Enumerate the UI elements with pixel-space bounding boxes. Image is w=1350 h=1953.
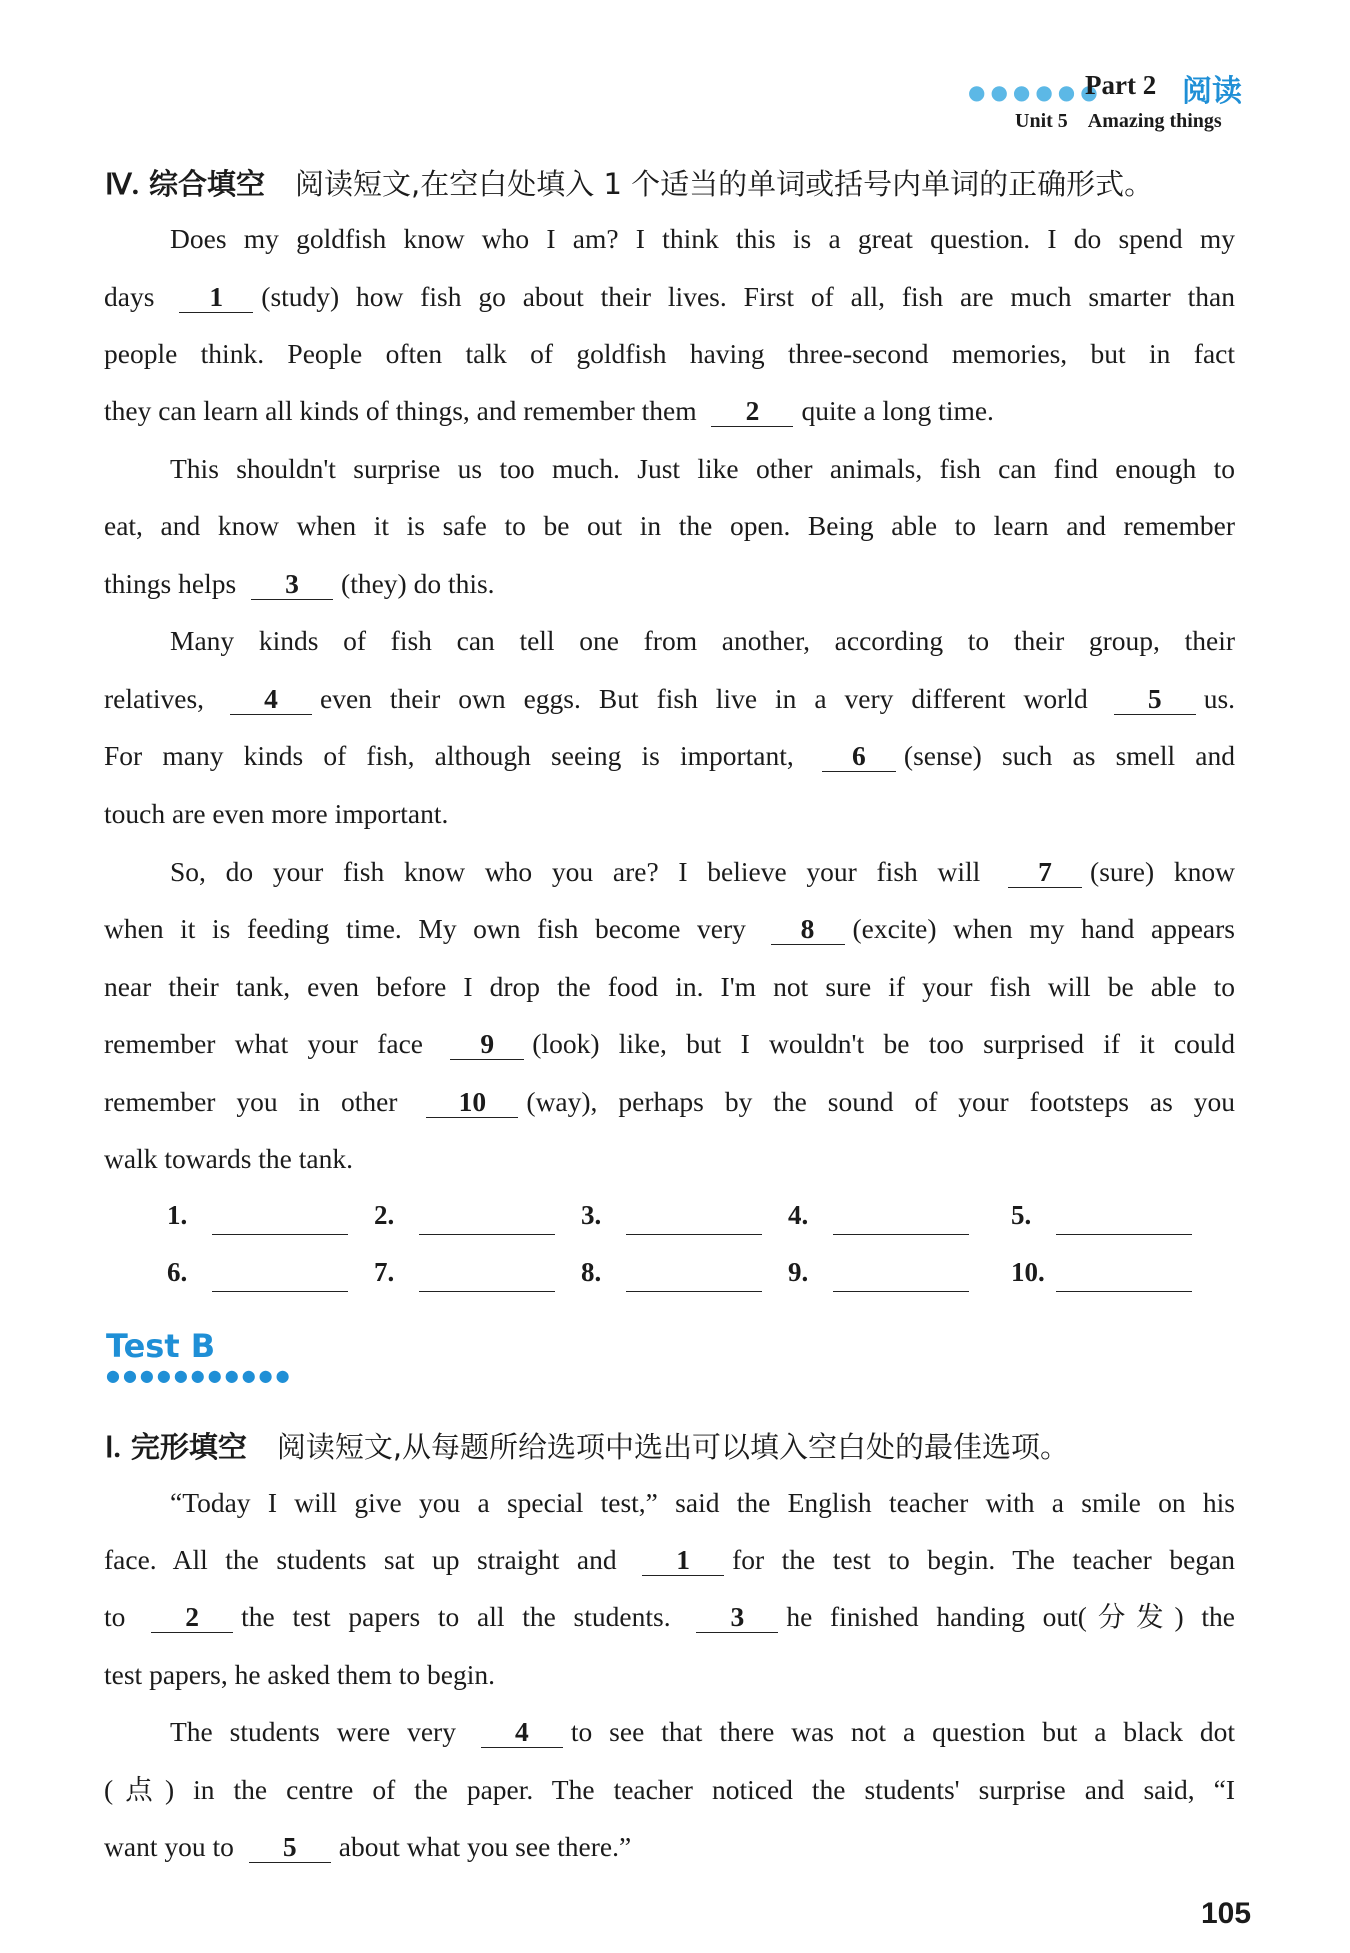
answer-line-8[interactable] xyxy=(626,1291,762,1292)
passage-line: This shouldn't surprise us too much. Just like other animals, fish can find enough to xyxy=(170,453,1235,484)
blank-1[interactable]: 1 xyxy=(179,282,253,313)
passage-line: The students were very 4 to see that there was not a question but a black dot xyxy=(170,1716,1236,1747)
passage-line: near their tank, even before I drop the food in. I'm not sure if your fish will be able to xyxy=(104,971,1235,1002)
section-4-kind: 综合填空 xyxy=(149,167,266,201)
passage-line: Many kinds of fish can tell one from another, according to their group, their xyxy=(170,625,1235,656)
passage-line: face. All the students sat up straight and 1 for the test to begin. The teacher began xyxy=(104,1544,1235,1575)
section-1-kind: 完形填空 xyxy=(130,1430,247,1464)
header-unit-title: Amazing things xyxy=(1087,110,1222,132)
passage-line: remember you in other 10 (way), perhaps by the sound of your footsteps as you xyxy=(104,1086,1236,1117)
cloze-blank-2[interactable]: 2 xyxy=(151,1602,233,1633)
answer-label-2: 2. xyxy=(374,1200,395,1230)
passage-line: So, do your fish know who you are? I believe your fish will 7 (sure) know xyxy=(170,856,1235,887)
header-unit-number: Unit 5 xyxy=(1015,110,1068,132)
answer-line-1[interactable] xyxy=(212,1234,348,1235)
passage-line: remember what your face 9 (look) like, but I wouldn't be too surprised if it could xyxy=(104,1028,1235,1059)
section-4-heading xyxy=(105,162,1153,203)
test-b-dots: ●●●●●●●●●●● xyxy=(106,1366,293,1385)
blank-5[interactable]: 5 xyxy=(1114,684,1196,715)
header-part-label: Part 2 xyxy=(1085,70,1157,100)
passage-line: Does my goldfish know who I am? I think this is a great question. I do spend my xyxy=(170,223,1235,254)
passage-line: eat, and know when it is safe to be out in the open. Being able to learn and remember xyxy=(104,510,1235,541)
page-number: 105 xyxy=(1201,1897,1252,1930)
test-b-title: Test B xyxy=(106,1327,216,1365)
answer-label-5: 5. xyxy=(1011,1200,1032,1230)
answer-line-10[interactable] xyxy=(1056,1291,1192,1292)
blank-2[interactable]: 2 xyxy=(711,396,793,427)
answer-line-7[interactable] xyxy=(419,1291,555,1292)
passage-line: test papers, he asked them to begin. xyxy=(104,1659,496,1690)
blank-3[interactable]: 3 xyxy=(251,569,333,600)
passage-line: relatives, 4 even their own eggs. But fish live in a very different world 5 us. xyxy=(104,683,1236,714)
answer-line-6[interactable] xyxy=(212,1291,348,1292)
section-4-instruction: 阅读短文,在空白处填入 1 个适当的单词或括号内单词的正确形式。 xyxy=(295,167,1154,201)
passage-line: they can learn all kinds of things, and remember them 2 quite a long time. xyxy=(104,395,994,426)
passage-line: when it is feeding time. My own fish become very 8 (excite) when my hand appears xyxy=(104,913,1235,944)
header-dots: ●●●●●● xyxy=(968,80,1103,104)
passage-line: want you to 5 about what you see there.” xyxy=(104,1831,632,1862)
passage-line: things helps 3 (they) do this. xyxy=(104,568,495,599)
answer-label-8: 8. xyxy=(581,1257,602,1287)
section-1-instruction: 阅读短文,从每题所给选项中选出可以填入空白处的最佳选项。 xyxy=(276,1430,1070,1464)
answer-line-2[interactable] xyxy=(419,1234,555,1235)
answer-line-3[interactable] xyxy=(626,1234,762,1235)
cloze-blank-4[interactable]: 4 xyxy=(481,1717,563,1748)
passage-line: “Today I will give you a special test,” said the English teacher with a smile on his xyxy=(170,1487,1235,1518)
answer-line-5[interactable] xyxy=(1056,1234,1192,1235)
header-reading-label: 阅读 xyxy=(1182,74,1242,109)
passage-line: touch are even more important. xyxy=(104,798,449,829)
section-4-number: Ⅳ. xyxy=(105,169,140,201)
blank-10[interactable]: 10 xyxy=(426,1087,518,1118)
answer-label-9: 9. xyxy=(788,1257,809,1287)
section-1-heading xyxy=(105,1425,1069,1466)
blank-6[interactable]: 6 xyxy=(822,741,896,772)
passage-line: (点) in the centre of the paper. The teacher noticed the students' surprise and said, “I xyxy=(104,1774,1235,1805)
answer-label-1: 1. xyxy=(167,1200,188,1230)
answer-line-9[interactable] xyxy=(833,1291,969,1292)
passage-line: people think. People often talk of goldfish having three-second memories, but in fact xyxy=(104,338,1235,369)
section-1-number: Ⅰ. xyxy=(105,1432,121,1464)
answer-label-4: 4. xyxy=(788,1200,809,1230)
answer-label-6: 6. xyxy=(167,1257,188,1287)
passage-line: walk towards the tank. xyxy=(104,1143,353,1174)
blank-4[interactable]: 4 xyxy=(230,684,312,715)
cloze-blank-1[interactable]: 1 xyxy=(642,1545,724,1576)
answer-label-3: 3. xyxy=(581,1200,602,1230)
passage-line: days 1 (study) how fish go about their lives. First of all, fish are much smarter than xyxy=(104,281,1236,312)
passage-line: For many kinds of fish, although seeing is important, 6 (sense) such as smell and xyxy=(104,740,1236,771)
header-unit xyxy=(1015,110,1242,133)
answer-label-10: 10. xyxy=(1011,1257,1045,1287)
answer-label-7: 7. xyxy=(374,1257,395,1287)
passage-line: to 2 the test papers to all the students. 3 he finished handing out(分发) the xyxy=(104,1601,1236,1632)
blank-9[interactable]: 9 xyxy=(450,1029,524,1060)
answer-line-4[interactable] xyxy=(833,1234,969,1235)
blank-7[interactable]: 7 xyxy=(1008,857,1082,888)
cloze-blank-5[interactable]: 5 xyxy=(249,1832,331,1863)
blank-8[interactable]: 8 xyxy=(771,914,845,945)
cloze-blank-3[interactable]: 3 xyxy=(696,1602,778,1633)
